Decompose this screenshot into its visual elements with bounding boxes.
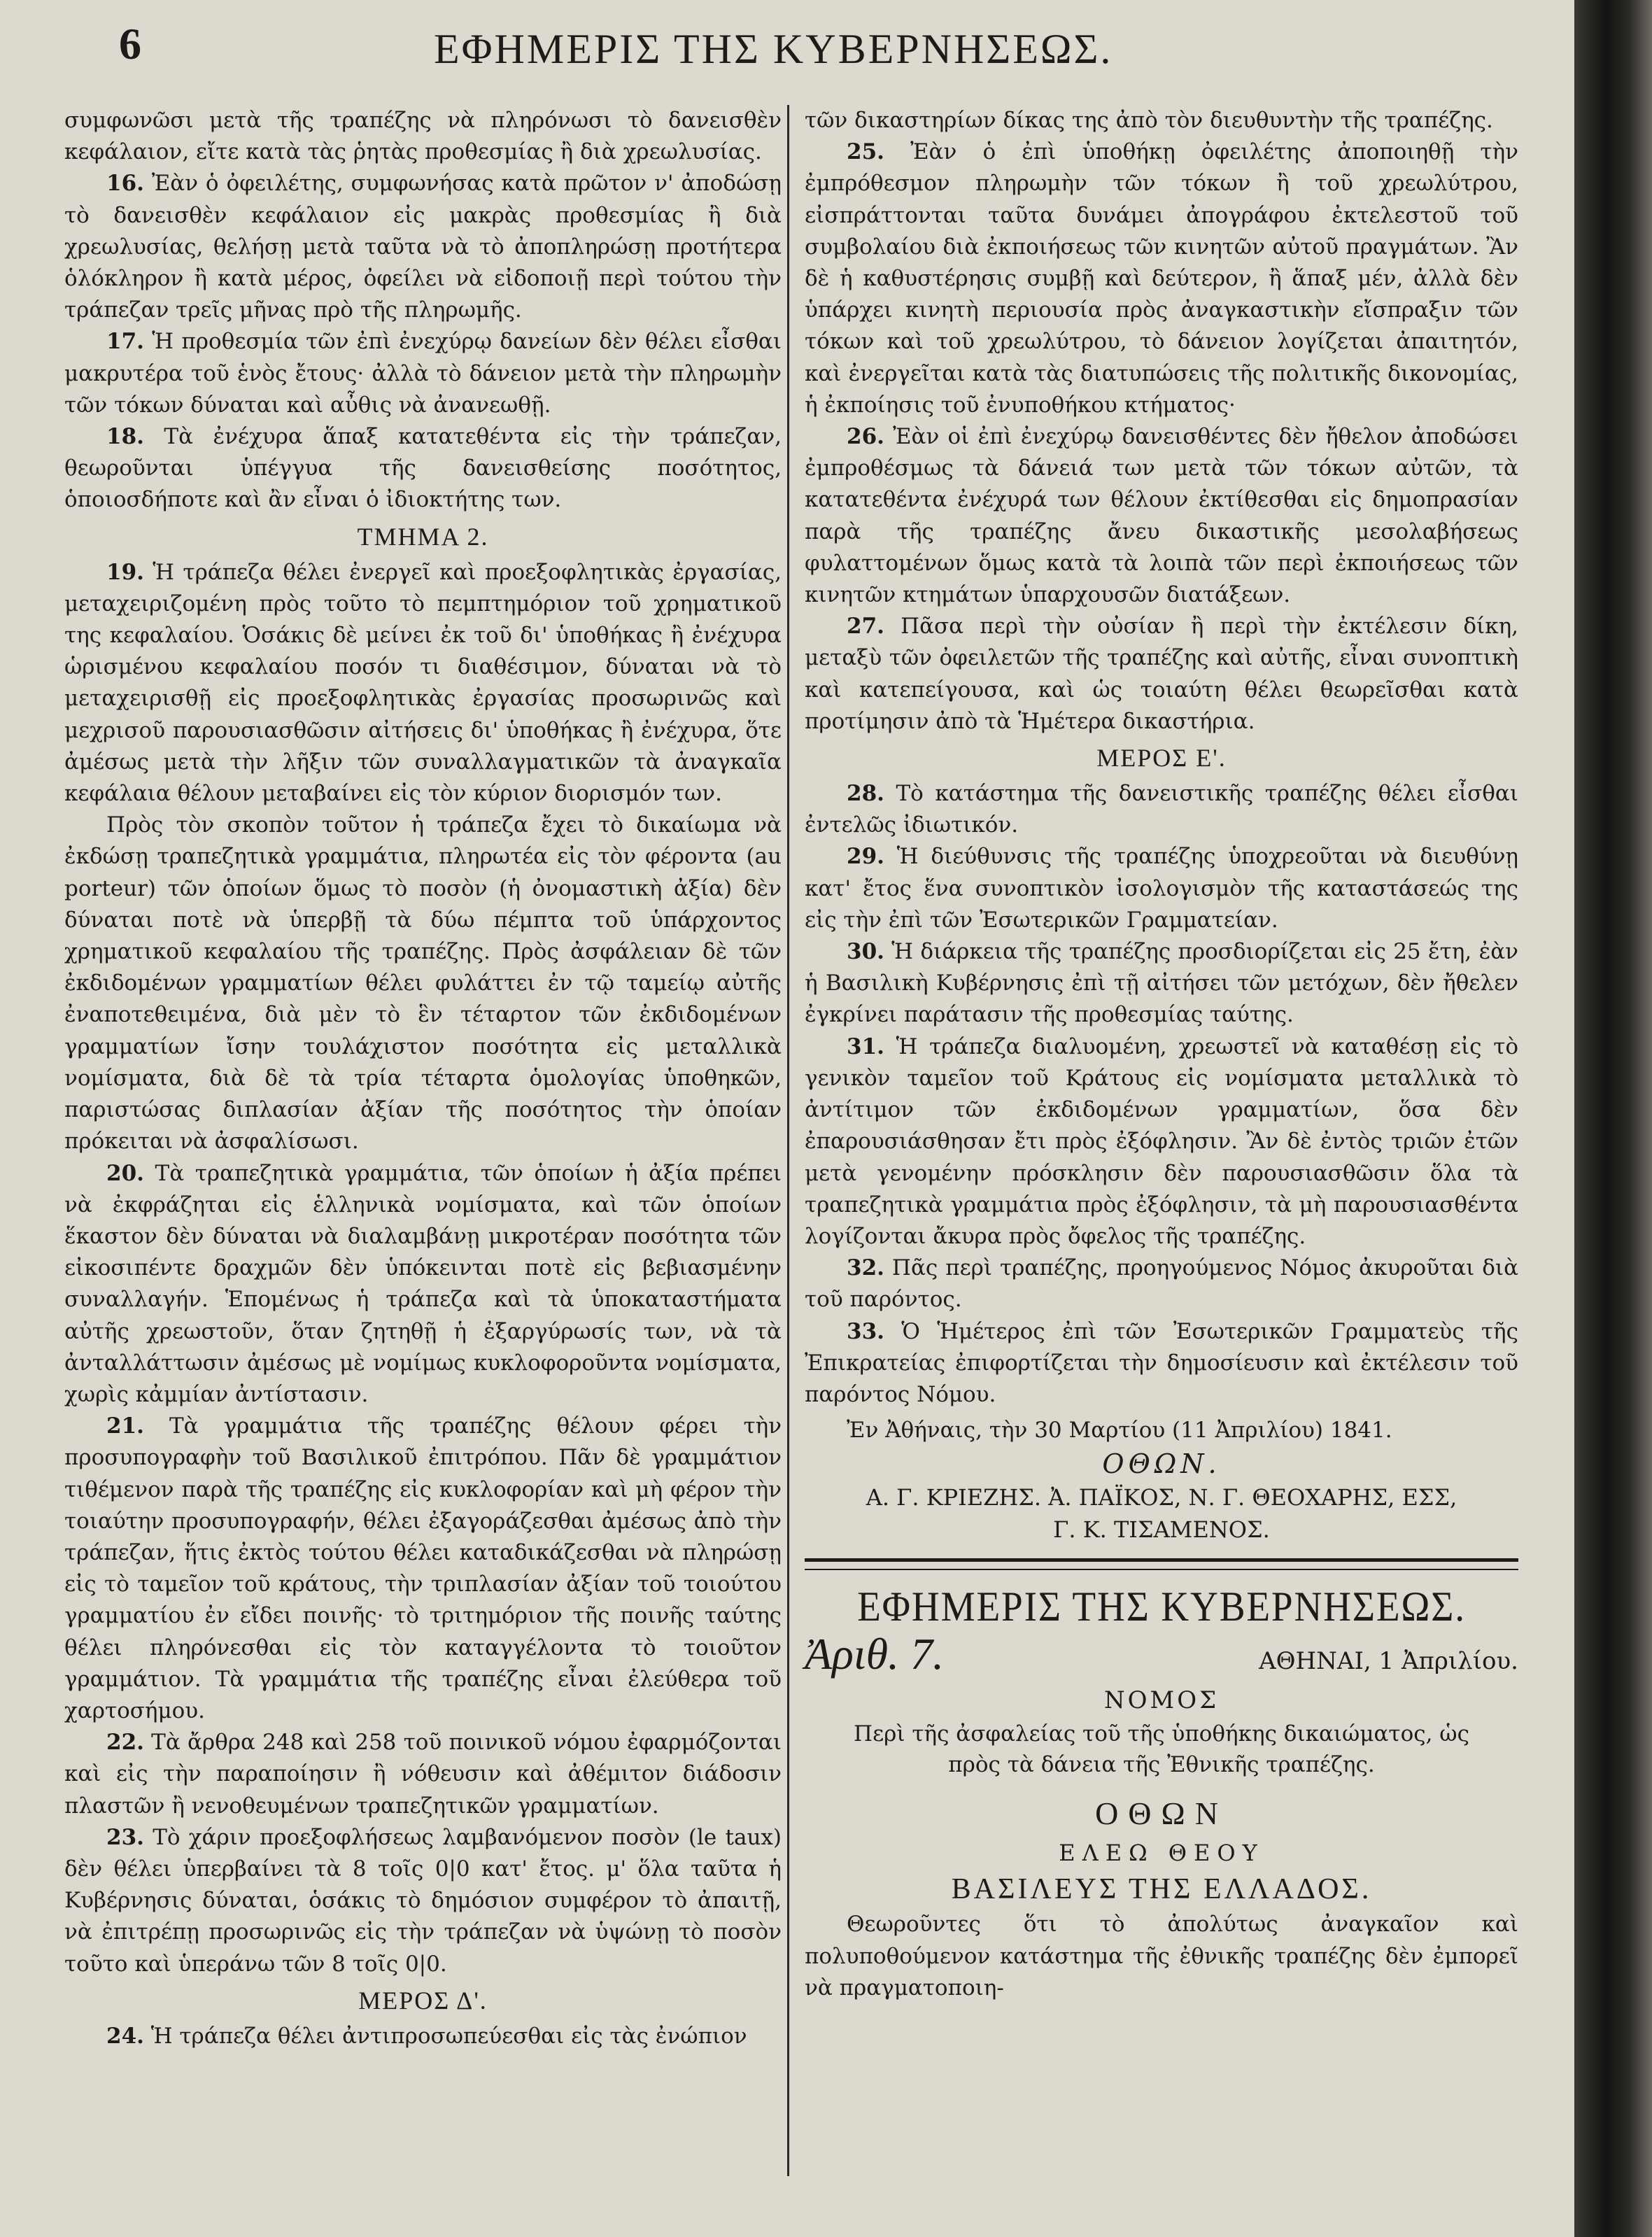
article-number: 20. [106,1160,144,1186]
by-grace-of-god: ΕΛΕΩ ΘΕΟΥ [1059,1840,1264,1867]
text-paragraph: Πρὸς τὸν σκοπὸν τοῦτον ἡ τράπεζα ἔχει τὸ δικαίωμα νὰ ἐκδώσῃ τραπεζητικὰ γραμμάτια, πληρωτέα εἰς τὸν φέροντα (au porteur) τῶν ὁποίων ὅμως τὸ ποσὸν (ἡ ὀνομαστικὴ ἀξία) δὲν δύναται ποτὲ νὰ ὑπερβῇ τὰ δύω πέμπτα τοῦ ὑπάρχοντος χρηματικοῦ κεφαλαίου τῆς τραπέζης. Πρὸς ἀσφάλειαν δὲ τῶν ἐκδιδομένων γραμματίων θέλει φυλάττει ἐν τῷ ταμείῳ αὐτῆς ἐναποτεθειμένα, διὰ μὲν τὸ ἓν τέταρτον τῶν ἐκδιδομένων γραμματίων ἴσην τουλάχιστον ποσότητα εἰς μεταλλικὰ νομίσματα, διὰ δὲ τὰ τρία τέταρτα ὁμολογίας ὑποθηκῶν, παριστώσας διπλασίαν ἀξίαν τῆς ποσότητος τὴν ὁποίαν πρόκειται νὰ ἀσφαλίσωσι. [64,812,782,1155]
place-date: ΑΘΗΝΑΙ, 1 Ἀπριλίου. [1259,1647,1518,1676]
article-text: Ἐὰν ὁ ὀφειλέτης, συμφωνήσας κατὰ πρῶτον ν' ἀποδώσῃ τὸ δανεισθὲν κεφάλαιον εἰς μακρὰς προθεσμίας ἢ διὰ χρεωλυσίας, θελήσῃ μετὰ ταῦτα νὰ τὸ ἀποπληρώσῃ προτήτερα ὁλόκληρον ἢ κατὰ μέρος, ὀφείλει νὰ εἰδοποιῇ περὶ τούτου τὴν τράπεζαν τρεῖς μῆνας πρὸ τῆς πληρωμῆς. [64,171,782,323]
article-number: 32. [847,1255,884,1281]
article-number: 26. [847,424,884,450]
king-title: ΒΑΣΙΛΕΥΣ ΤΗΣ ΕΛΛΑΔΟΣ. [951,1873,1372,1906]
article-text: Ὁ Ἡμέτερος ἐπὶ τῶν Ἐσωτερικῶν Γραμματεὺς τῆς Ἐπικρατείας ἐπιφορτίζεται τὴν δημοσίευσιν καὶ ἐκτέλεσιν τοῦ παρόντος Νόμου. [805,1318,1518,1407]
issue-number: Ἀριθ. 7. [805,1629,945,1679]
law-title-line-1: Περὶ τῆς ἀσφαλείας τοῦ τῆς ὑποθήκης δικαιώματος, ὡς [854,1721,1469,1747]
article-text: Τὰ ἐνέχυρα ἅπαξ κατατεθέντα εἰς τὴν τράπεζαν, θεωροῦνται ὑπέγγυα τῆς δανεισθείσης ποσότητος, ὁποιοσδήποτε καὶ ἂν εἶναι ὁ ἰδιοκτήτης των. [64,424,782,513]
article-number: 33. [847,1318,884,1344]
right-column [805,105,1518,2004]
article-number: 30. [847,939,884,965]
royal-signature: ΟΘΩΝ. [1102,1448,1221,1480]
article-paragraph [64,557,782,810]
article-number: 23. [106,1824,144,1850]
article-text: Ἡ προθεσμία τῶν ἐπὶ ἐνεχύρῳ δανείων δὲν θέλει εἶσθαι μακρυτέρα τοῦ ἑνὸς ἔτους· ἀλλὰ τὸ δάνειον μετὰ τὴν πληρωμὴν τῶν τόκων δύναται καὶ αὖθις νὰ ἀνανεωθῇ. [64,329,782,418]
article-paragraph [64,1411,782,1727]
article-text: Πᾶσα περὶ τὴν οὐσίαν ἢ περὶ τὴν ἐκτέλεσιν δίκη, μεταξὺ τῶν ὀφειλετῶν τῆς τραπέζης καὶ αὐτῆς, εἶναι συνοπτικὴ καὶ κατεπείγουσα, καὶ ὡς τοιαύτη θέλει θεωρεῖσθαι κατὰ προτίμησιν ἀπὸ τὰ Ἡμέτερα δικαστήρια. [805,614,1518,734]
article-number: 16. [106,171,144,197]
preamble-text: Θεωροῦντες ὅτι τὸ ἀπολύτως ἀναγκαῖον καὶ πολυποθούμενον κατάστημα τῆς ἐθνικῆς τραπέζης δὲν ἐμπορεῖ νὰ πραγματοποιη- [805,1912,1518,2000]
article-text: Τὰ ἄρθρα 248 καὶ 258 τοῦ ποινικοῦ νόμου ἐφαρμόζονται καὶ εἰς τὴν παραποίησιν ἢ νόθευσιν καὶ ἀθέμιτον διάδοσιν πλαστῶν ἢ νενοθευμένων τραπεζητικῶν γραμματίων. [64,1730,782,1819]
article-paragraph [805,1316,1518,1411]
article-paragraph [805,936,1518,1031]
ministers-line-2: Γ. Κ. ΤΙΣΑΜΕΝΟΣ. [1053,1516,1270,1544]
next-issue-title: ΕΦΗΜΕΡΙΣ ΤΗΣ ΚΥΒΕΡΝΗΣΕΩΣ. [857,1583,1466,1630]
article-number: 18. [106,424,144,450]
article-text: Πᾶς περὶ τραπέζης, προηγούμενος Νόμος ἀκυροῦται διὰ τοῦ παρόντος. [805,1255,1519,1313]
article-paragraph [64,421,782,516]
article-number: 21. [106,1413,144,1439]
article-number: 25. [847,139,884,165]
issue-row [805,1629,1518,1682]
article-paragraph [64,1158,782,1411]
section-heading: ΤΜΗΜΑ 2. [357,522,489,551]
article-number: 22. [106,1730,144,1756]
section-rule [805,1558,1518,1570]
article-paragraph [805,841,1518,936]
date-line: Ἐν Ἀθήναις, τὴν 30 Μαρτίου (11 Ἀπριλίου) 1841. [847,1418,1392,1444]
article-paragraph [805,611,1518,738]
article-text: Ἐὰν οἱ ἐπὶ ἐνεχύρῳ δανεισθέντες δὲν ἤθελον ἀποδώσει ἐμπροθέσμως τὰ δάνειά των μετὰ τῶν τόκων αὐτῶν, τὰ κατατεθέντα ἐνέχυρά των θέλουν ἐκτίθεσθαι εἰς δημοπρασίαν παρὰ τῆς τραπέζης ἄνευ δικαστικῆς μεσολαβήσεως φυλαττομένων ὅμως κατὰ τὰ λοιπὰ τῶν περὶ ἐκποιήσεως τῶν κινητῶν κτημάτων ὑπαρχουσῶν διατάξεων. [805,424,1518,608]
article-number: 19. [106,559,144,585]
right-column-articles [805,105,1518,1411]
article-text: Τὸ χάριν προεξοφλήσεως λαμβανόμενον ποσὸν (le taux) δὲν θέλει ὑπερβαίνει τὰ 8 τοῖς 0|0 κατ' ἔτος. μ' ὅλα ταῦτα ἡ Κυβέρνησις δύναται, ὁσάκις τὸ δημόσιον συμφέρον τὸ ἀπαιτῇ, νὰ ἐπιτρέπῃ προσωρινῶς εἰς τὴν τράπεζαν νὰ ὑψώνῃ τὸ ποσὸν τοῦτο καὶ ὑπεράνω τῶν 8 τοῖς 0|0. [64,1824,782,1977]
article-number: 17. [106,329,144,355]
article-text: Ἐὰν ὁ ἐπὶ ὑποθήκῃ ὀφειλέτης ἀποποιηθῇ τὴν ἐμπρόθεσμον πληρωμὴν τῶν τόκων ἢ τοῦ χρεωλύτρου, εἰσπράττονται ταῦτα δυνάμει ἀπογράφου ἐκτελεστοῦ τοῦ συμβολαίου διὰ ἐκποιήσεως τῶν κινητῶν αὐτοῦ πραγμάτων. Ἂν δὲ ἡ καθυστέρησις συμβῇ καὶ δεύτερον, ἢ ἅπαξ μέν, ἀλλὰ δὲν ὑπάρχει κινητὴ περιουσία πρὸς ἀναγκαστικὴν εἴσπραξιν τῶν τόκων καὶ τοῦ χρεωλύτρου, τὸ δάνειον λογίζεται ἀπαιτητόν, καὶ ἐνεργεῖται κατὰ τὰς διατυπώσεις τῆς πολιτικῆς δικονομίας, ἡ ἐκποίησις τοῦ ἐνυποθήκου κτήματος· [805,139,1518,418]
article-paragraph [805,136,1518,421]
column-divider [787,105,789,2176]
article-number: 24. [106,2023,144,2049]
article-paragraph [64,1822,782,1980]
article-paragraph [64,326,782,421]
left-column [64,105,782,2052]
article-number: 28. [847,781,884,807]
section-heading: ΜΕΡΟΣ Ε'. [1096,744,1227,772]
article-text: Ἡ διάρκεια τῆς τραπέζης προσδιορίζεται εἰς 25 ἔτη, ἐὰν ἡ Βασιλικὴ Κυβέρνησις ἐπὶ τῇ αἰτήσει τῶν μετόχων, δὲν ἤθελεν ἐγκρίνει παράτασιν τῆς προθεσμίας ταύτης. [805,939,1518,1028]
article-paragraph [64,2021,782,2052]
law-label: ΝΟΜΟΣ [1103,1686,1220,1715]
masthead: ΕΦΗΜΕΡΙΣ ΤΗΣ ΚΥΒΕΡΝΗΣΕΩΣ. [434,26,1113,72]
article-text: Ἡ τράπεζα διαλυομένη, χρεωστεῖ νὰ καταθέσῃ εἰς τὸ γενικὸν ταμεῖον τοῦ Κράτους εἰς νομίσματα μεταλλικὰ τὸ ἀντίτιμον τῶν ἐκδιδομένων γραμματίων, ὅσα δὲν ἐπαρουσιάσθησαν ἔτι πρὸς ἐξόφλησιν. Ἂν δὲ ἐντὸς τριῶν ἐτῶν μετὰ γενομένην πρόσκλησιν δὲν παρουσιασθῶσιν ὅλα τὰ τραπεζητικὰ γραμμάτια πρὸς ἐξόφλησιν, τὰ μὴ παρουσιασθέντα λογίζονται ἄκυρα πρὸς ὄφελος τῆς τραπέζης. [805,1033,1519,1249]
article-paragraph [805,1252,1518,1315]
article-text: Τὰ τραπεζητικὰ γραμμάτια, τῶν ὁποίων ἡ ἀξία πρέπει νὰ ἐκφράζηται εἰς ἑλληνικὰ νομίσματα, καὶ τῶν ὁποίων ἕκαστον δὲν δύναται νὰ διαλαμβάνῃ μικροτέραν ποσότητα τῶν εἰκοσιπέντε δραχμῶν δὲν ὑπόκεινται ποτὲ εἰς βεβιασμένην συναλλαγήν. Ἑπομένως ἡ τράπεζα καὶ τὰ ὑποκαταστήματα αὐτῆς χρεωστοῦν, ὅταν ζητηθῇ ἡ ἐξαργύρωσίς των, νὰ τὰ ἀνταλλάττωσιν ἀμέσως μὲ νομίμως κυκλοφοροῦντα νομίσματα, χωρὶς κἀμμίαν ἀντίστασιν. [64,1160,782,1407]
article-text: Ἡ τράπεζα θέλει ἐνεργεῖ καὶ προεξοφλητικὰς ἐργασίας, μεταχειριζομένη πρὸς τοῦτο τὸ πεμπτημόριον τοῦ χρηματικοῦ της κεφαλαίου. Ὁσάκις δὲ μείνει ἐκ τοῦ δι' ὑποθήκας ἢ ἐνέχυρα ὡρισμένου κεφαλαίου ποσόν τι διαθέσιμον, δύναται νὰ τὸ μεταχειρισθῇ εἰς προεξοφλητικὰς ἐργασίας προσωρινῶς καὶ μεχρισοῦ παρουσιασθῶσιν αἰτήσεις δι' ὑποθήκας ἢ ἐνέχυρα, ὅτε ἀμέσως μετὰ τὴν λῆξιν τῶν συναλλαγματικῶν τὰ ἀναγκαῖα κεφάλαια θέλουν μεταβαίνει εἰς τὸν κύριον διορισμόν των. [64,559,782,807]
page-number: 6 [119,19,141,69]
article-text: Ἡ τράπεζα θέλει ἀντιπροσωπεύεσθαι εἰς τὰς ἐνώπιον [150,2023,747,2049]
article-number: 27. [847,614,884,640]
king-name: ΟΘΩΝ [1095,1795,1228,1832]
article-text: Ἡ διεύθυνσις τῆς τραπέζης ὑποχρεοῦται νὰ διευθύνῃ κατ' ἔτος ἕνα συνοπτικὸν ἰσολογισμὸν τῆς καταστάσεώς της εἰς τὴν ἐπὶ τῶν Ἐσωτερικῶν Γραμματείαν. [805,844,1518,933]
article-paragraph [805,1031,1518,1252]
article-number: 29. [847,844,884,870]
article-paragraph [805,778,1518,841]
text-paragraph: τῶν δικαστηρίων δίκας της ἀπὸ τὸν διευθυντὴν τῆς τραπέζης. [805,108,1493,133]
text-paragraph: συμφωνῶσι μετὰ τῆς τραπέζης νὰ πληρόνωσι τὸ δανεισθὲν κεφάλαιον, εἴτε κατὰ τὰς ῥητὰς προθεσμίας ἢ διὰ χρεωλυσίας. [64,108,782,165]
section-heading: ΜΕΡΟΣ Δ'. [358,1986,488,2014]
article-paragraph [805,421,1518,611]
article-number: 31. [847,1033,884,1059]
article-paragraph [64,1727,782,1822]
article-text: Τὰ γραμμάτια τῆς τραπέζης θέλουν φέρει τὴν προσυπογραφὴν τοῦ Βασιλικοῦ ἐπιτρόπου. Πᾶν δὲ γραμμάτιον τιθέμενον παρὰ τῆς τραπέζης εἰς κυκλοφορίαν καὶ μὴ φέρον τὴν τοιαύτην προσυπογραφήν, θέλει ἐξαγοράζεσθαι ἀμέσως ἀπὸ τὴν τράπεζαν, ἥτις ἐκτὸς τούτου θέλει καταδικάζεσθαι νὰ πληρώσῃ εἰς τὸ ταμεῖον τοῦ κράτους, τὴν τριπλασίαν ἀξίαν τοῦ τοιούτου γραμματίου ἐν εἴδει ποινῆς· τὸ τριτημόριον τῆς ποινῆς ταύτης θέλει πληρόνεσθαι εἰς τὸν καταγγέλοντα τὸ τοιοῦτον γραμμάτιον. Τὰ γραμμάτια τῆς τραπέζης εἶναι ἐλεύθερα τοῦ χαρτοσήμου. [64,1413,782,1723]
law-title-line-2: πρὸς τὰ δάνεια τῆς Ἐθνικῆς τραπέζης. [948,1752,1375,1778]
article-paragraph [64,168,782,326]
page-binding-edge [1574,0,1652,2237]
article-text: Τὸ κατάστημα τῆς δανειστικῆς τραπέζης θέλει εἶσθαι ἐντελῶς ἰδιωτικόν. [805,781,1518,838]
ministers-line-1: Α. Γ. ΚΡΙΕΖΗΣ. Ἀ. ΠΑΪΚΟΣ, Ν. Γ. ΘΕΟΧΑΡΗΣ, ΕΣΣ, [866,1484,1457,1511]
